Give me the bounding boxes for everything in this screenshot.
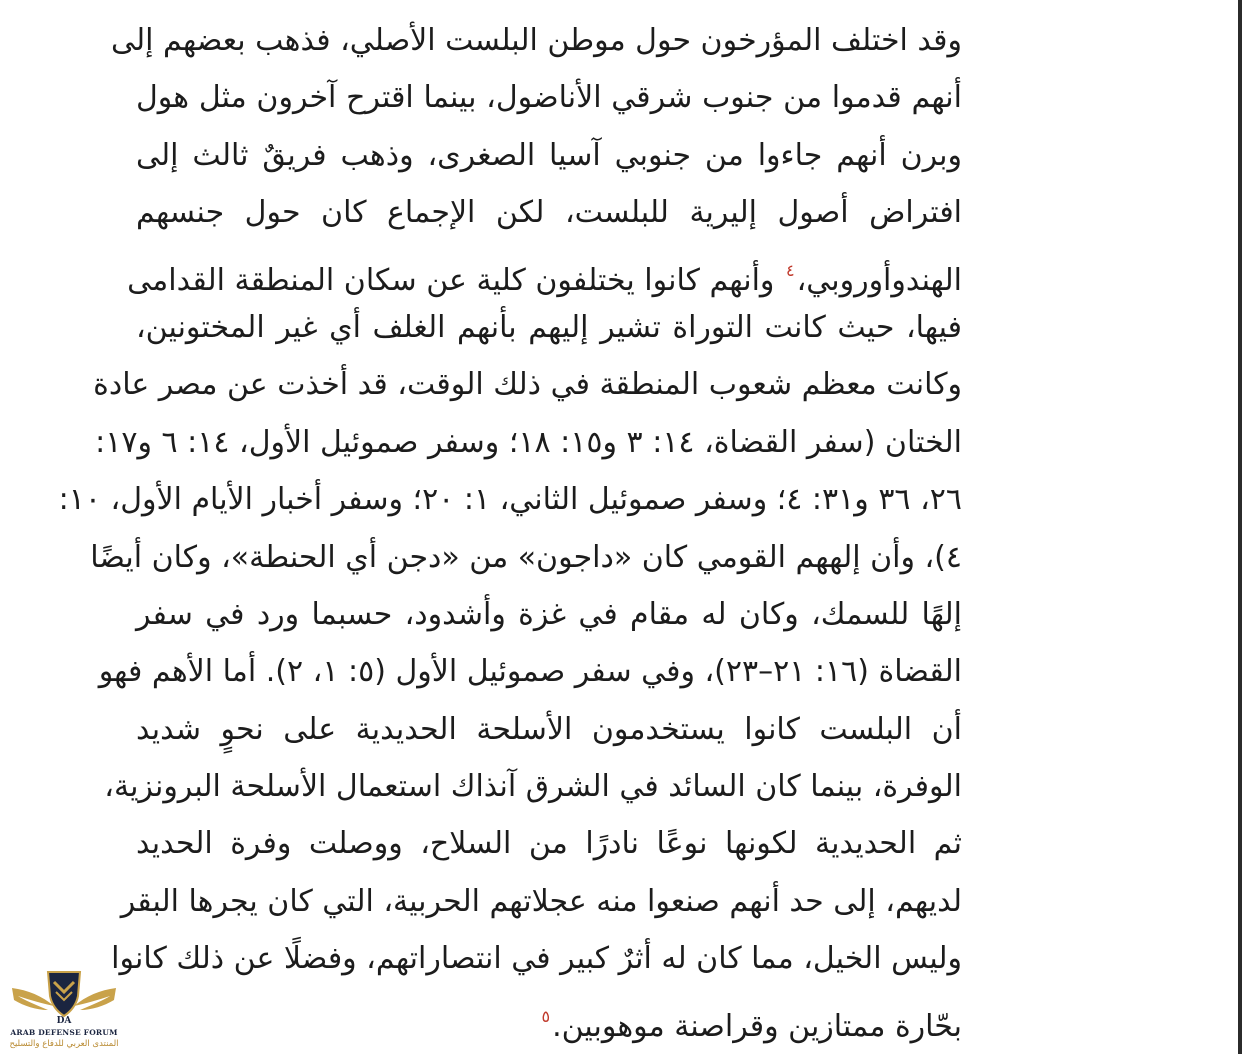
text-line-15: ثم الحديدية لكونها نوعًا نادرًا من السلاح، ووصلت وفرة الحديد: [136, 826, 962, 862]
watermark-logo: [8, 966, 120, 1052]
text-line-5-part-2: وأنهم كانوا يختلفون كلية عن سكان المنطقة القدامى: [127, 262, 775, 298]
watermark-name-en: ARAB DEFENSE FORUM: [10, 1028, 118, 1037]
text-line-2: أنهم قدموا من جنوب شرقي الأناضول، بينما اقترح آخرون مثل هول: [136, 80, 962, 116]
text-line-9: ٢٦، ٣٦ و٣١: ٤؛ وسفر صموئيل الثاني، ١: ٢٠؛ وسفر أخبار الأيام الأول، ١٠:: [58, 482, 962, 518]
text-line-12: القضاة (١٦: ٢١–٢٣)، وفي سفر صموئيل الأول (٥: ١، ٢). أما الأهم فهو: [98, 654, 962, 690]
text-line-18-text: بحّارة ممتازين وقراصنة موهوبين.: [552, 1008, 962, 1044]
text-line-4: افتراض أصول إليرية للبلست، لكن الإجماع كان حول جنسهم: [136, 195, 962, 231]
text-line-10: ٤)، وأن إلههم القومي كان «داجون» من «دجن أي الحنطة»، وكان أيضًا: [90, 539, 962, 575]
text-line-14: الوفرة، بينما كان السائد في الشرق آنذاك استعمال الأسلحة البرونزية،: [104, 769, 962, 805]
text-line-1: وقد اختلف المؤرخون حول موطن البلست الأصلي، فذهب بعضهم إلى: [110, 23, 962, 58]
text-line-17: وليس الخيل، مما كان له أثرٌ كبير في انتصاراتهم، وفضلًا عن ذلك كانوا: [111, 941, 962, 977]
watermark-monogram: DA: [56, 1016, 72, 1026]
text-line-5-part-1: الهندوأوروبي،: [796, 262, 962, 298]
text-line-6: فيها، حيث كانت التوراة تشير إليهم بأنهم الغلف أي غير المختونين،: [136, 309, 962, 345]
footnote-marker-4[interactable]: ٤: [785, 260, 795, 280]
text-line-5: [127, 242, 962, 299]
text-line-8: الختان (سفر القضاة، ١٤: ٣ و١٥: ١٨؛ وسفر صموئيل الأول، ١٤: ٦ و١٧:: [95, 424, 962, 460]
footnote-marker-5[interactable]: ٥: [541, 1006, 551, 1026]
text-line-16: لديهم، إلى حد أنهم صنعوا منه عجلاتهم الحربية، التي كان يجرها البقر: [120, 883, 962, 919]
text-line-11: إلهًا للسمك، وكان له مقام في غزة وأشدود، حسبما ورد في سفر: [136, 596, 962, 632]
text-line-3: وبرن أنهم جاءوا من جنوبي آسيا الصغرى، وذهب فريقٌ ثالث إلى: [136, 137, 962, 173]
text-line-18: [136, 988, 962, 1045]
text-line-7: وكانت معظم شعوب المنطقة في ذلك الوقت، قد أخذت عن مصر عادة: [93, 367, 962, 403]
screen-edge: [1238, 0, 1242, 1054]
watermark-name-ar: المنتدى العربي للدفاع والتسليح: [9, 1039, 119, 1049]
text-line-13: أن البلست كانوا يستخدمون الأسلحة الحديدية على نحوٍ شديد: [136, 711, 962, 747]
